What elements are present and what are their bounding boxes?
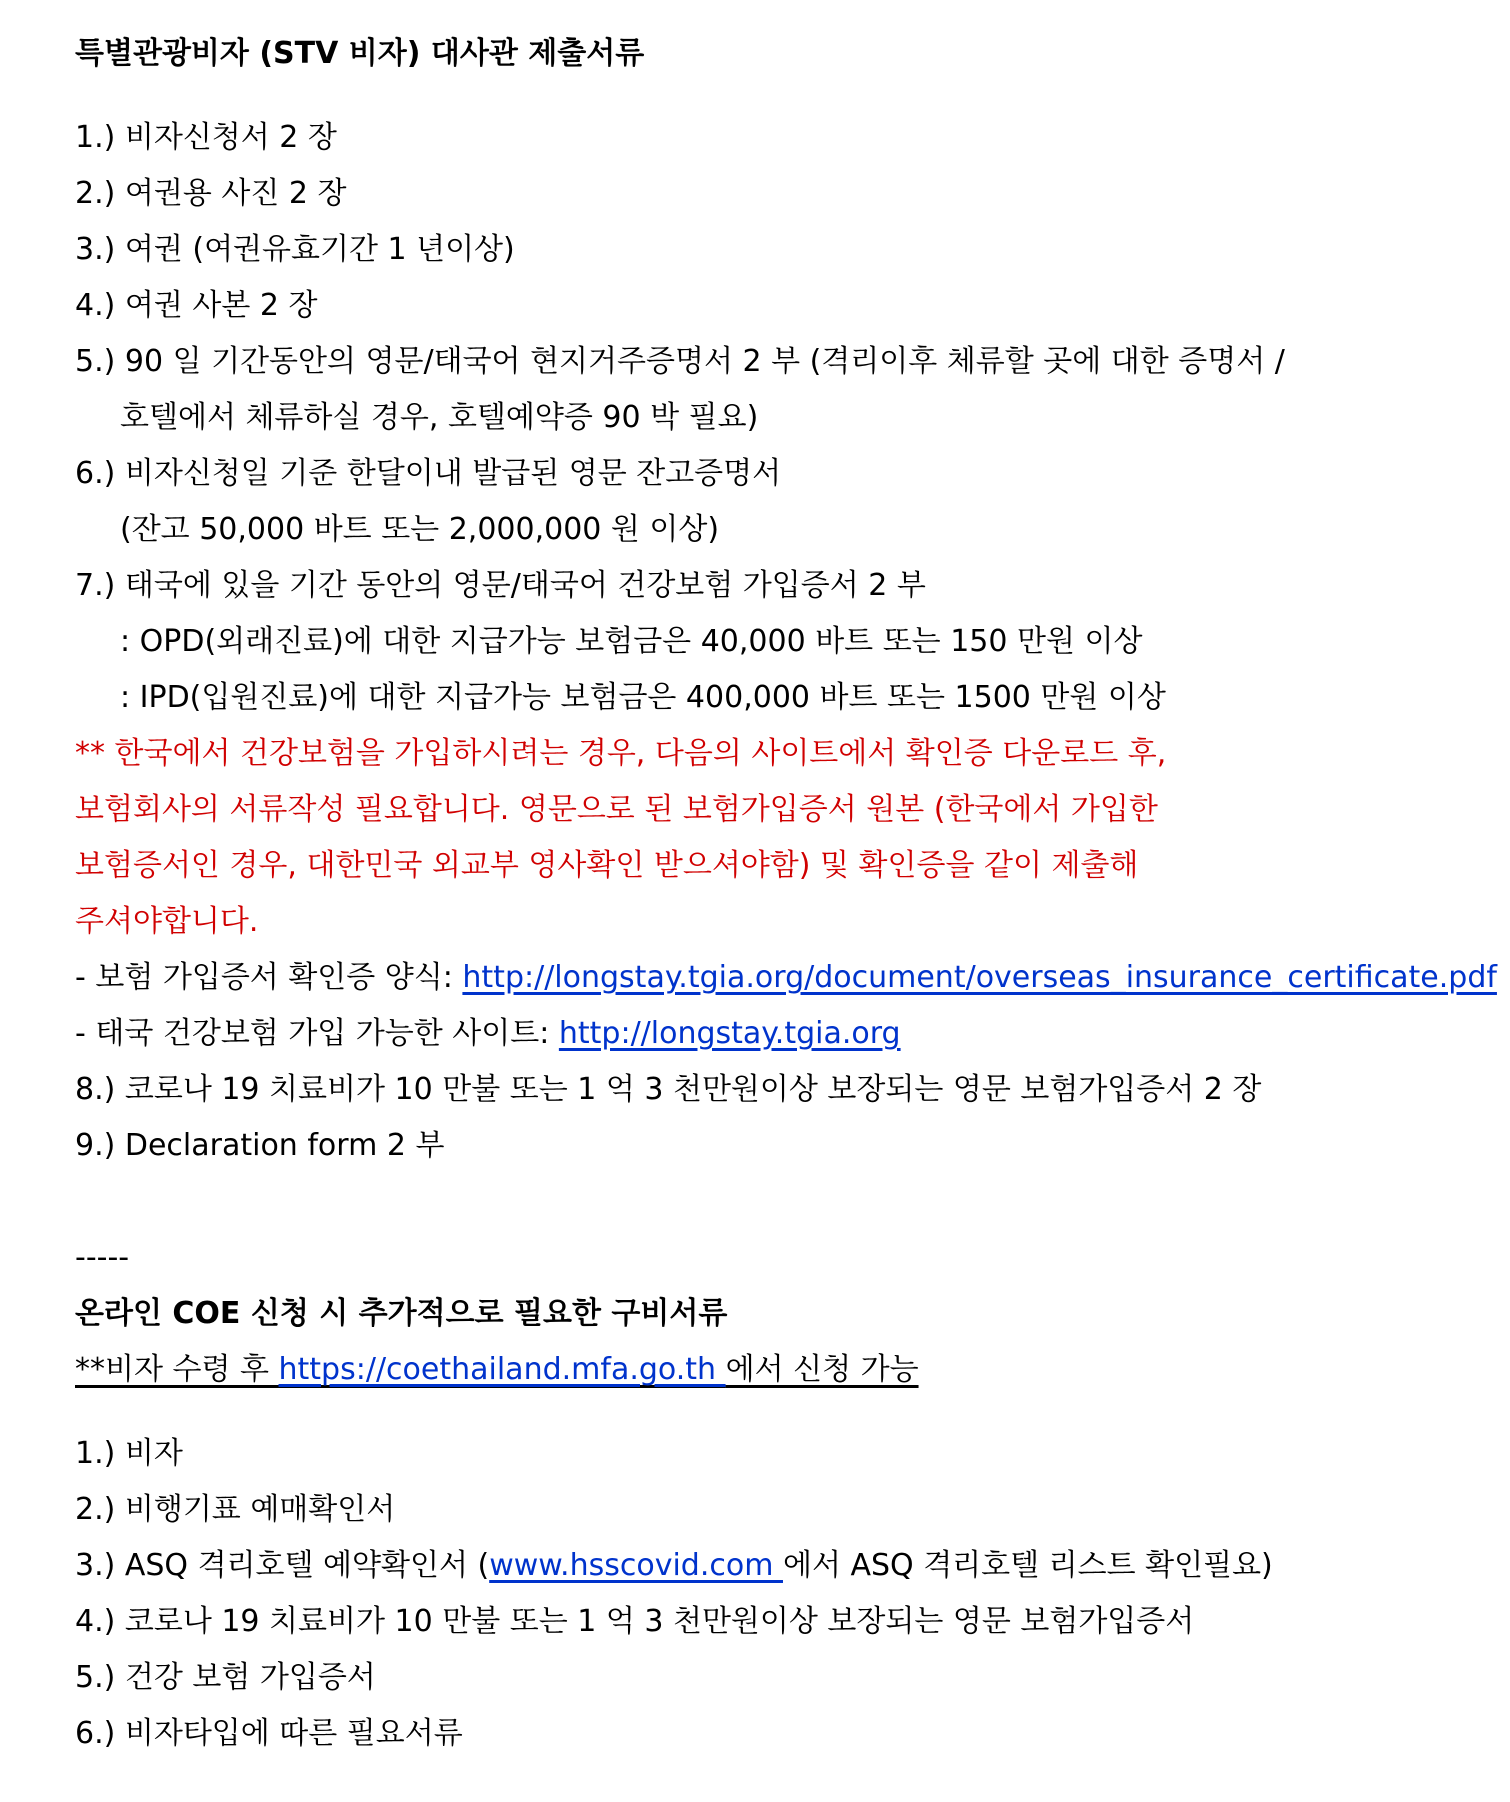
spacer [75,82,1490,110]
section-coe-title: 온라인 COE 신청 시 추가적으로 필요한 구비서류 [75,1296,728,1331]
insurance-site-label: - 태국 건강보험 가입 가능한 사이트: [75,1016,559,1051]
insurance-site-link[interactable]: http://longstay.tgia.org [558,1016,901,1051]
coe-item-1: 1.) 비자 [75,1436,183,1471]
insurance-form-label: - 보험 가입증서 확인증 양식: [75,960,463,995]
coe-note-suffix: 에서 신청 가능 [725,1352,919,1387]
section-stv-title: 특별관광비자 (STV 비자) 대사관 제출서류 [75,36,645,71]
stv-item-3: 3.) 여권 (여권유효기간 1 년이상) [75,232,515,267]
spacer [75,1174,1490,1230]
insurance-note-line-3: 보험증서인 경우, 대한민국 외교부 영사확인 받으셔야함) 및 확인증을 같이 제출해 [75,848,1139,883]
stv-item-7-ipd: : IPD(입원진료)에 대한 지급가능 보험금은 400,000 바트 또는 1500 만원 이상 [120,680,1166,715]
coe-item-3 [75,1538,1490,1594]
coe-note-line [75,1342,1490,1398]
section-separator: ----- [75,1240,130,1275]
coe-item-2: 2.) 비행기표 예매확인서 [75,1492,396,1527]
stv-item-8: 8.) 코로나 19 치료비가 10 만불 또는 1 억 3 천만원이상 보장되는 영문 보험가입증서 2 장 [75,1072,1262,1107]
stv-item-9: 9.) Declaration form 2 부 [75,1128,445,1163]
stv-item-5-continued: 호텔에서 체류하실 경우, 호텔예약증 90 박 필요) [120,400,759,435]
insurance-form-link[interactable]: http://longstay.tgia.org/document/overseas_insurance_certificate.pdf [462,960,1497,995]
stv-item-4: 4.) 여권 사본 2 장 [75,288,318,323]
stv-item-7-opd: : OPD(외래진료)에 대한 지급가능 보험금은 40,000 바트 또는 150 만원 이상 [120,624,1143,659]
stv-item-2: 2.) 여권용 사진 2 장 [75,176,347,211]
spacer [75,1398,1490,1426]
insurance-site-line [75,1006,1490,1062]
stv-item-5: 5.) 90 일 기간동안의 영문/태국어 현지거주증명서 2 부 (격리이후 체류할 곳에 대한 증명서 / [75,344,1285,379]
insurance-note-line-2: 보험회사의 서류작성 필요합니다. 영문으로 된 보험가입증서 원본 (한국에서 가입한 [75,792,1158,827]
stv-item-6-continued: (잔고 50,000 바트 또는 2,000,000 원 이상) [120,512,720,547]
coe-item-6: 6.) 비자타입에 따른 필요서류 [75,1716,463,1751]
coe-item-4: 4.) 코로나 19 치료비가 10 만불 또는 1 억 3 천만원이상 보장되는 영문 보험가입증서 [75,1604,1195,1639]
coe-item-3-suffix: 에서 ASQ 격리호텔 리스트 확인필요) [782,1548,1273,1583]
coe-site-link[interactable]: https://coethailand.mfa.go.th [278,1352,726,1387]
insurance-note-line-4: 주셔야합니다. [75,904,259,939]
coe-item-5: 5.) 건강 보험 가입증서 [75,1660,376,1695]
stv-item-7: 7.) 태국에 있을 기간 동안의 영문/태국어 건강보험 가입증서 2 부 [75,568,926,603]
insurance-note-line-1: ** 한국에서 건강보험을 가입하시려는 경우, 다음의 사이트에서 확인증 다운로드 후, [75,736,1167,771]
coe-item-3-prefix: 3.) ASQ 격리호텔 예약확인서 ( [75,1548,490,1583]
hsscovid-link[interactable]: www.hsscovid.com [489,1548,783,1583]
coe-note [75,1352,919,1387]
stv-item-1: 1.) 비자신청서 2 장 [75,120,337,155]
coe-note-prefix: **비자 수령 후 [75,1352,279,1387]
insurance-form-line [75,950,1497,1006]
stv-item-6: 6.) 비자신청일 기준 한달이내 발급된 영문 잔고증명서 [75,456,782,491]
